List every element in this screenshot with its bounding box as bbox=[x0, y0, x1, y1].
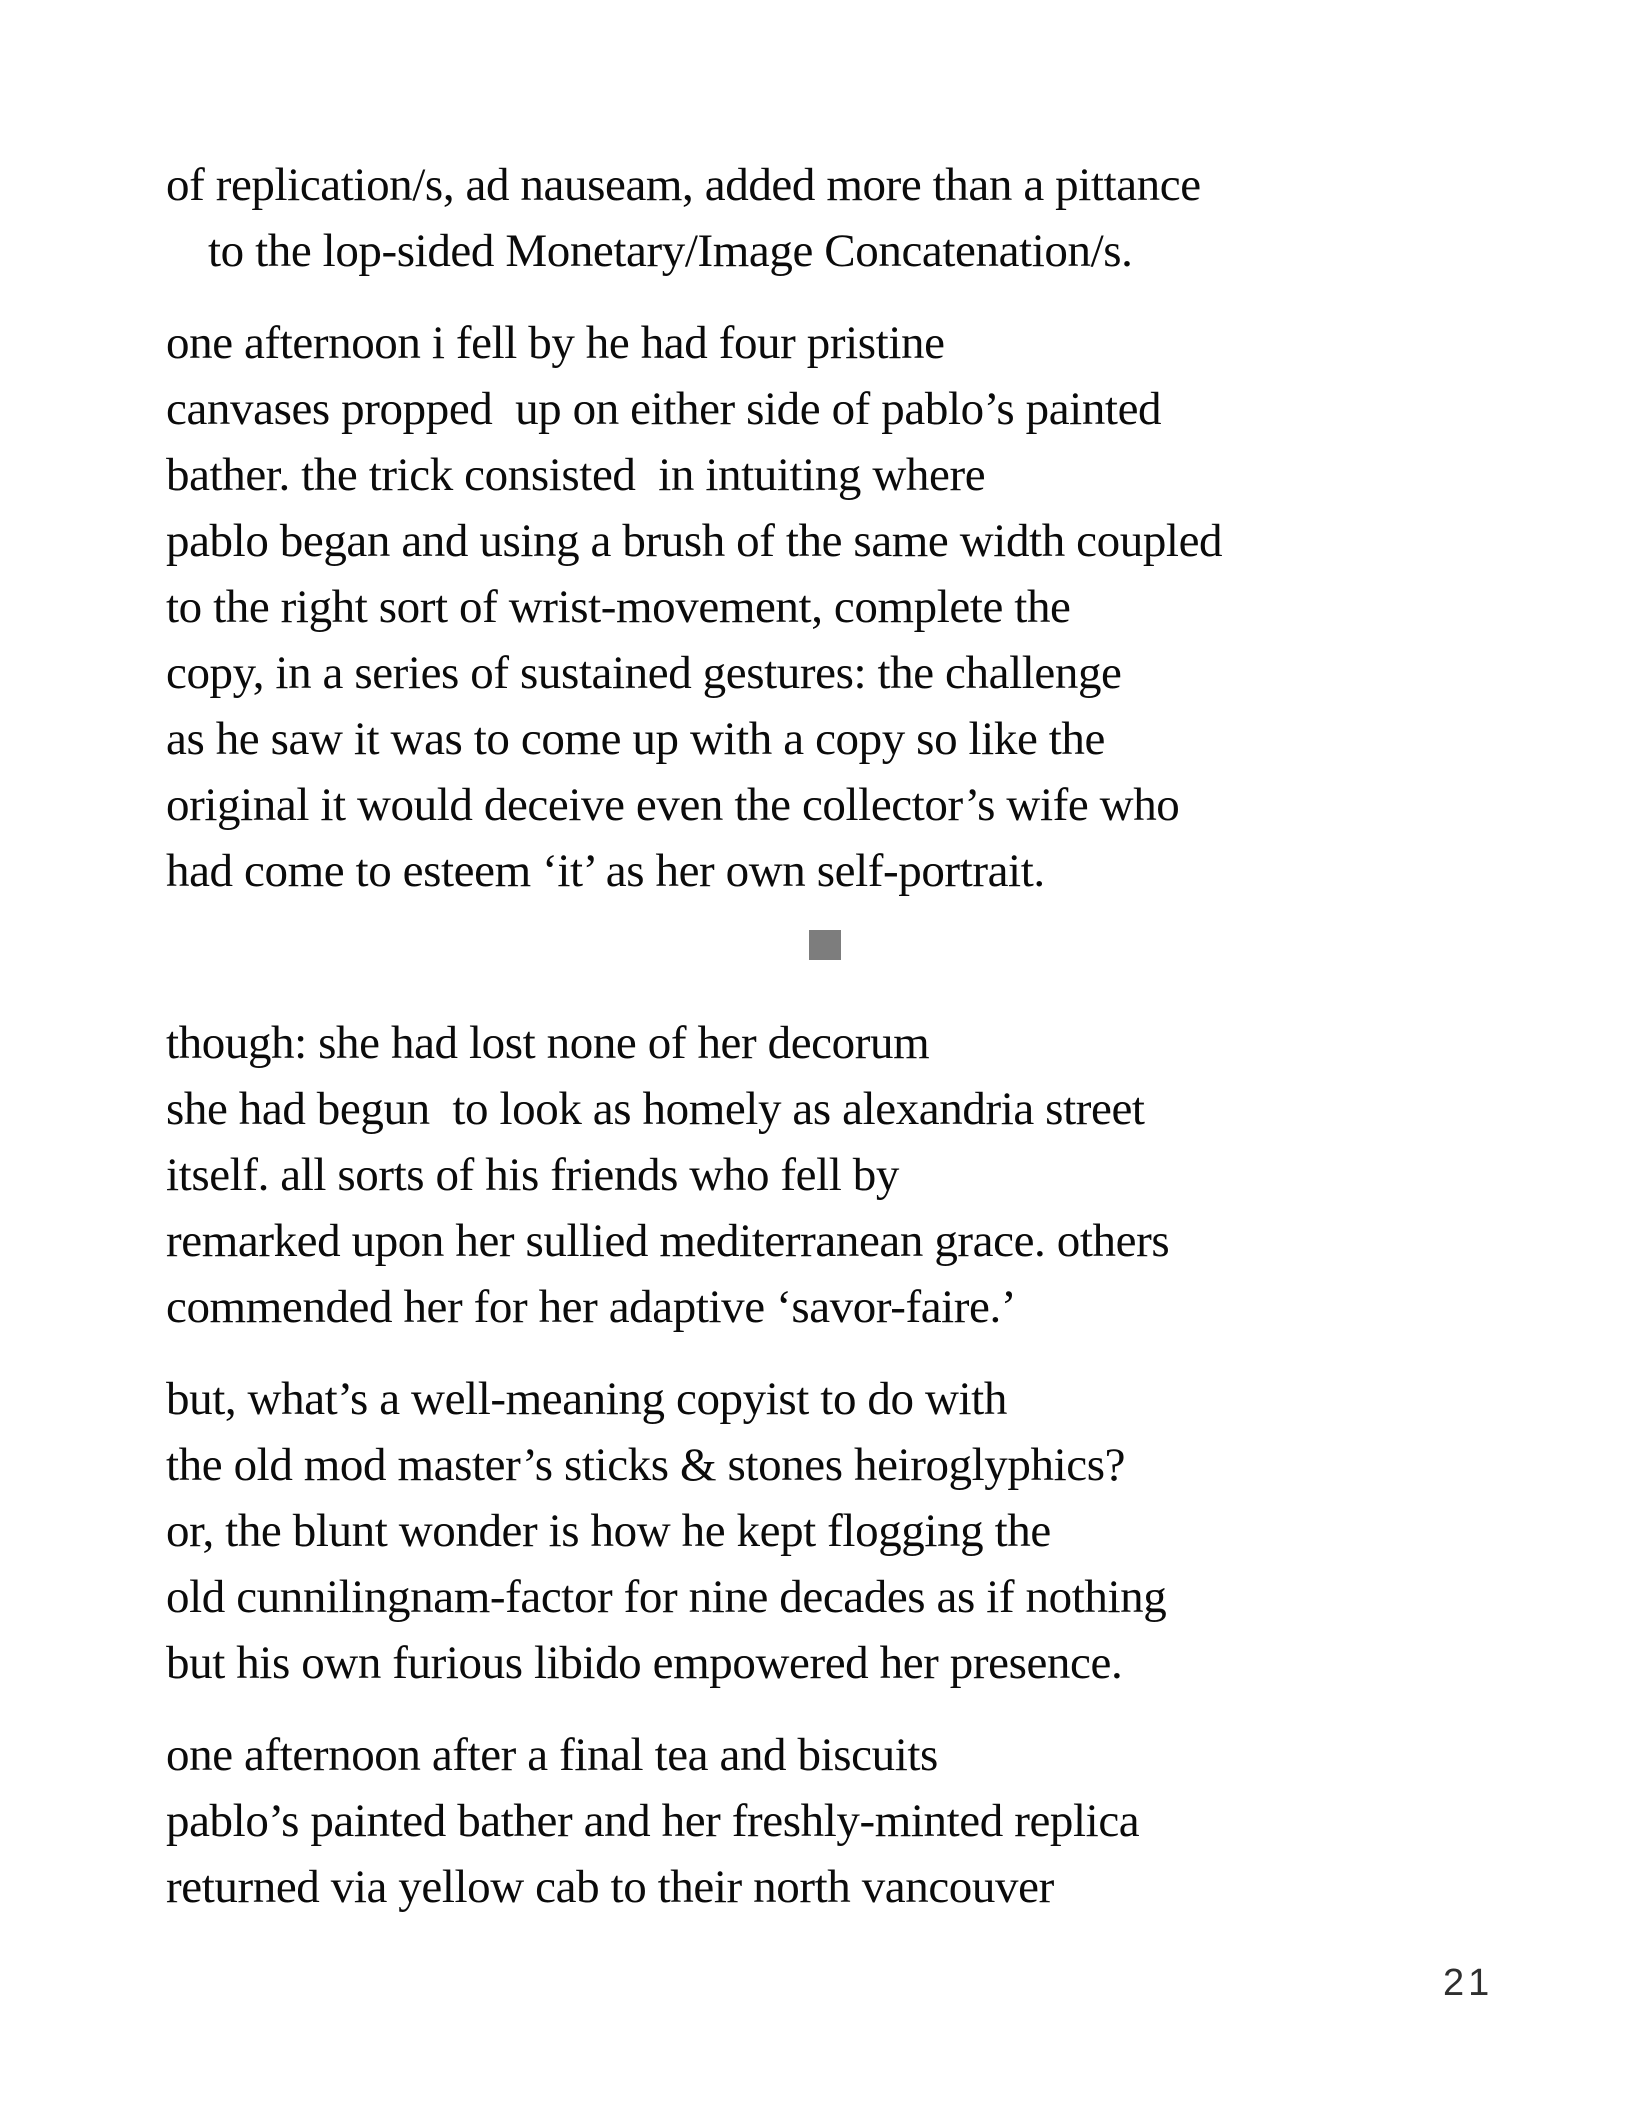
poem-line: though: she had lost none of her decorum bbox=[166, 1017, 930, 1069]
poem-line: canvases propped up on either side of pablo’s painted bbox=[166, 383, 1162, 435]
poem-line: itself. all sorts of his friends who fell by bbox=[166, 1149, 899, 1201]
stanza bbox=[166, 1010, 1222, 1340]
page-number: 21 bbox=[1443, 1962, 1494, 2004]
poem-line: but, what’s a well-meaning copyist to do with bbox=[166, 1373, 1007, 1425]
poem-line: had come to esteem ‘it’ as her own self-portrait. bbox=[166, 845, 1045, 897]
poem-line: but his own furious libido empowered her presence. bbox=[166, 1637, 1123, 1689]
poem-line: to the lop-sided Monetary/Image Concatenation/s. bbox=[208, 225, 1133, 277]
poem-line: or, the blunt wonder is how he kept flogging the bbox=[166, 1505, 1051, 1557]
poem-line: one afternoon after a final tea and biscuits bbox=[166, 1729, 938, 1781]
poem-line: returned via yellow cab to their north vancouver bbox=[166, 1861, 1054, 1913]
poem-line: of replication/s, ad nauseam, added more than a pittance bbox=[166, 159, 1201, 211]
stanza bbox=[166, 1366, 1222, 1696]
poem-line: as he saw it was to come up with a copy so like the bbox=[166, 713, 1105, 765]
section-break-square-ornament bbox=[809, 930, 841, 960]
poem-line: pablo’s painted bather and her freshly-minted replica bbox=[166, 1795, 1140, 1847]
poem-line: bather. the trick consisted in intuiting where bbox=[166, 449, 986, 501]
poem-line: she had begun to look as homely as alexandria street bbox=[166, 1083, 1145, 1135]
poem-line: the old mod master’s sticks & stones heiroglyphics? bbox=[166, 1439, 1126, 1491]
poem-line: remarked upon her sullied mediterranean grace. others bbox=[166, 1215, 1170, 1267]
poem-line: pablo began and using a brush of the same width coupled bbox=[166, 515, 1223, 567]
stanza bbox=[166, 1722, 1222, 1920]
poem-line: old cunnilingnam-factor for nine decades as if nothing bbox=[166, 1571, 1167, 1623]
poem-line: original it would deceive even the collector’s wife who bbox=[166, 779, 1180, 831]
stanza bbox=[166, 152, 1222, 284]
poem-line: copy, in a series of sustained gestures: the challenge bbox=[166, 647, 1122, 699]
stanza bbox=[166, 310, 1222, 904]
poem-line: commended her for her adaptive ‘savor-faire.’ bbox=[166, 1281, 1017, 1333]
poem-body bbox=[166, 152, 1222, 1946]
poem-line: one afternoon i fell by he had four pristine bbox=[166, 317, 945, 369]
poem-line: to the right sort of wrist-movement, complete the bbox=[166, 581, 1071, 633]
